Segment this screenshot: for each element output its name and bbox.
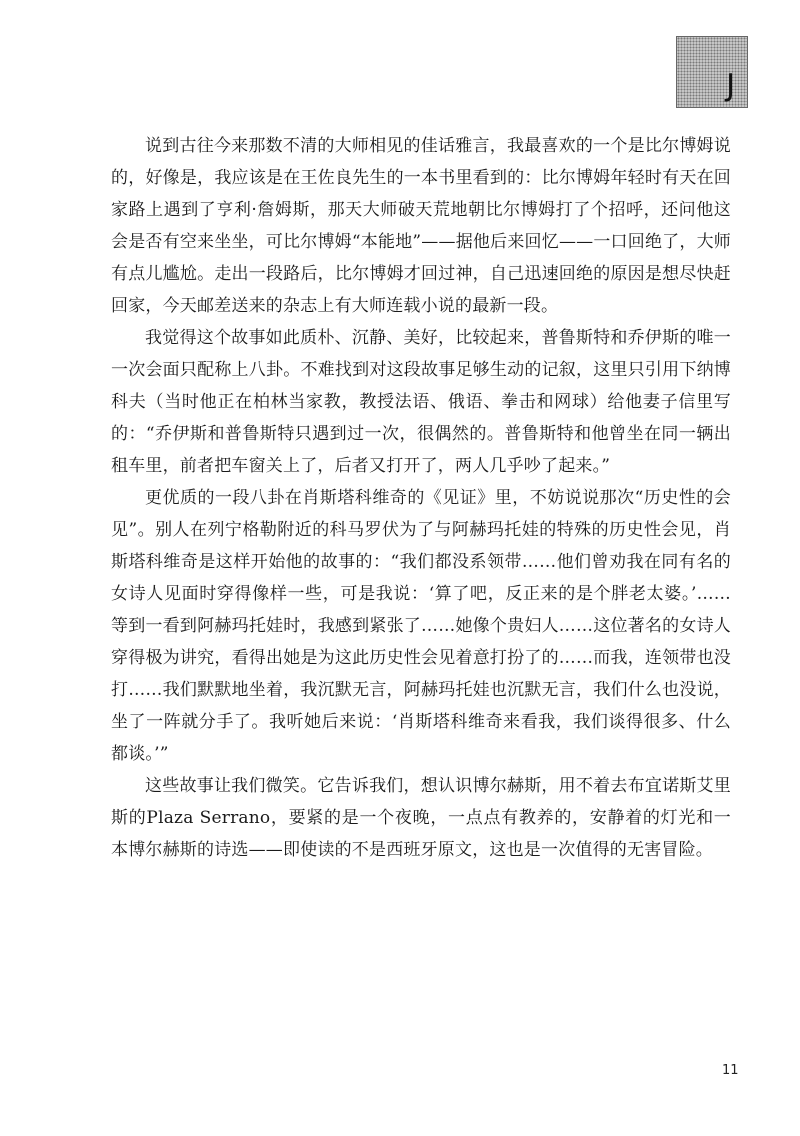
paragraph-2: 我觉得这个故事如此质朴、沉静、美好，比较起来，普鲁斯特和乔伊斯的唯一一次会面只配称上八卦。不难找到对这段故事足够生动的记叙，这里只引用下纳博科夫（当时他正在柏林当家教，教授法语、俄语、拳击和网球）给他妻子信里写的：“乔伊斯和普鲁斯特只遇到过一次，很偶然的。普鲁斯特和他曾坐在同一辆出租车里，前者把车窗关上了，后者又打开了，两人几乎吵了起来。”	[111, 328, 731, 476]
article-body	[111, 130, 731, 866]
page-number: 11	[722, 1063, 739, 1078]
chapter-tab	[676, 36, 748, 108]
paragraph-4: 这些故事让我们微笑。它告诉我们，想认识博尔赫斯，用不着去布宜诺斯艾里斯的Plaza Serrano，要紧的是一个夜晚，一点点有教养的，安静着的灯光和一本博尔赫斯的诗选——即使读的不是西班牙原文，这也是一次值得的无害冒险。	[111, 776, 731, 860]
paragraph-1: 说到古往今来那数不清的大师相见的佳话雅言，我最喜欢的一个是比尔博姆说的，好像是，我应该是在王佐良先生的一本书里看到的：比尔博姆年轻时有天在回家路上遇到了亨利·詹姆斯，那天大师破天荒地朝比尔博姆打了个招呼，还问他这会是否有空来坐坐，可比尔博姆“本能地”——据他后来回忆——一口回绝了，大师有点儿尴尬。走出一段路后，比尔博姆才回过神，自己迅速回绝的原因是想尽快赶回家，今天邮差送来的杂志上有大师连载小说的最新一段。	[111, 136, 731, 316]
paragraph-3: 更优质的一段八卦在肖斯塔科维奇的《见证》里，不妨说说那次“历史性的会见”。别人在列宁格勒附近的科马罗伏为了与阿赫玛托娃的特殊的历史性会见，肖斯塔科维奇是这样开始他的故事的：“我们都没系领带……他们曾劝我在同有名的女诗人见面时穿得像样一些，可是我说：‘算了吧，反正来的是个胖老太婆。’……等到一看到阿赫玛托娃时，我感到紧张了……她像个贵妇人……这位著名的女诗人穿得极为讲究，看得出她是为这此历史性会见着意打扮了的……而我，连领带也没打……我们默默地坐着，我沉默无言，阿赫玛托娃也沉默无言，我们什么也没说，坐了一阵就分手了。我听她后来说：‘肖斯塔科维奇来看我，我们谈得很多、什么都谈。’”	[111, 488, 731, 764]
chapter-letter: J	[726, 68, 735, 103]
